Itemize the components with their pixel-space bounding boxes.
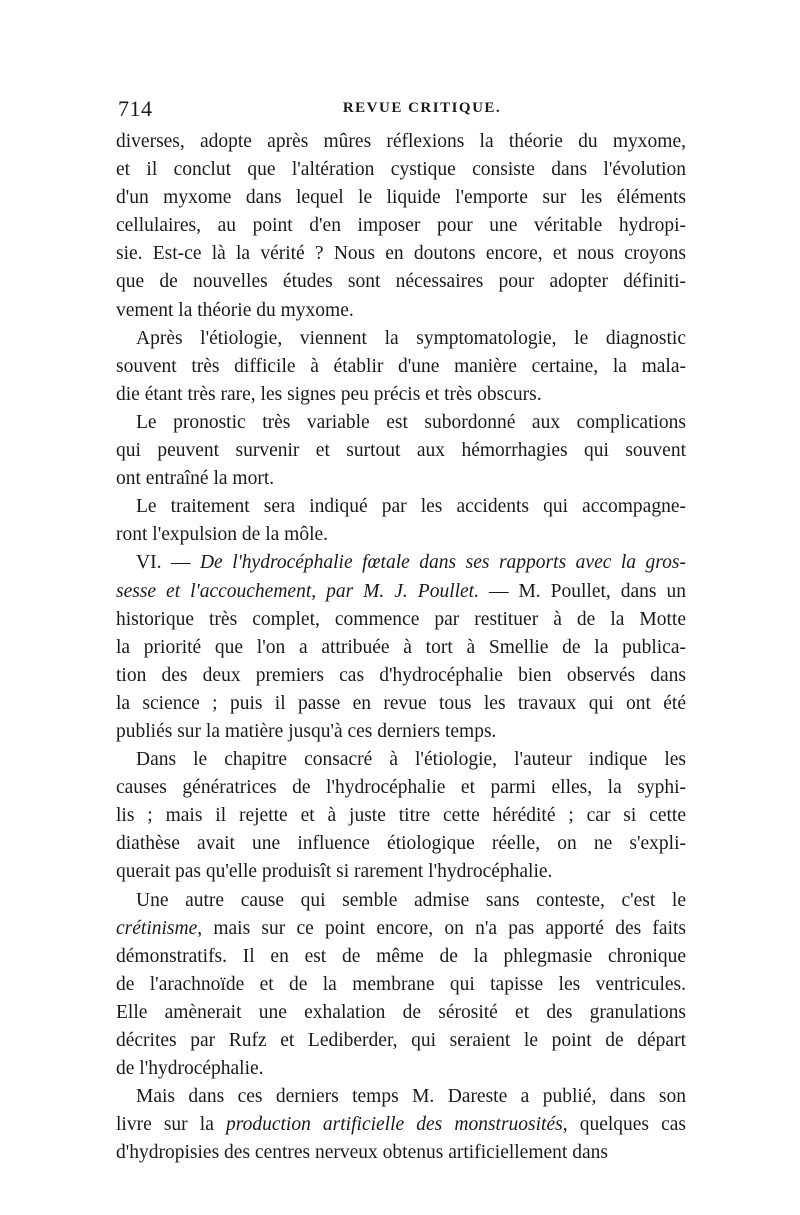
text-line xyxy=(116,774,686,802)
text-line xyxy=(116,240,686,268)
text-segment: Une autre cause qui semble admise sans conteste, c'est le xyxy=(136,889,686,911)
text-line xyxy=(116,1027,686,1055)
text-line xyxy=(116,1083,686,1111)
running-header xyxy=(118,96,686,126)
text-segment: tion des deux premiers cas d'hydrocéphalie bien observés dans xyxy=(116,664,686,686)
italic-text: sesse et l'accouchement, par M. J. Poullet. xyxy=(116,580,479,602)
text-segment: d'hydropisies des centres nerveux obtenus artificiellement dans xyxy=(116,1142,608,1164)
text-segment: publiés sur la matière jusqu'à ces derniers temps. xyxy=(116,720,497,742)
text-line xyxy=(116,802,686,830)
text-segment: , mais sur ce point encore, on n'a pas apporté des faits xyxy=(197,917,686,939)
text-line xyxy=(116,297,686,325)
text-segment: querait pas qu'elle produisît si rarement l'hydrocéphalie. xyxy=(116,861,553,883)
text-line xyxy=(116,662,686,690)
text-segment: Le pronostic très variable est subordonné aux complications xyxy=(136,411,686,433)
text-segment: die étant très rare, les signes peu précis et très obscurs. xyxy=(116,383,542,405)
text-line xyxy=(116,690,686,718)
text-segment: — M. Poullet, dans un xyxy=(478,580,686,602)
text-segment: , quelques cas xyxy=(562,1114,687,1136)
body-text xyxy=(116,128,686,1167)
text-line xyxy=(116,1111,686,1139)
italic-text: De l'hydrocéphalie fœtale dans ses rapports avec la gros- xyxy=(199,552,687,574)
text-line xyxy=(116,493,686,521)
text-segment: de l'arachnoïde et de la membrane qui tapisse les ventricules. xyxy=(116,973,686,995)
text-line xyxy=(116,634,686,662)
text-segment: et il conclut que l'altération cystique consiste dans l'évolution xyxy=(116,159,686,181)
text-line xyxy=(116,887,686,915)
text-line xyxy=(116,409,686,437)
text-line xyxy=(116,465,686,493)
text-segment: Dans le chapitre consacré à l'étiologie, l'auteur indique les xyxy=(136,749,686,771)
text-segment: Mais dans ces derniers temps M. Dareste a publié, dans son xyxy=(136,1086,686,1108)
text-line xyxy=(116,718,686,746)
text-segment: vement la théorie du myxome. xyxy=(116,299,354,321)
text-segment: Le traitement sera indiqué par les accidents qui accompagne- xyxy=(136,496,686,518)
text-line xyxy=(116,184,686,212)
text-line xyxy=(116,128,686,156)
text-line xyxy=(116,353,686,381)
text-segment: historique très complet, commence par restituer à de la Motte xyxy=(116,608,686,630)
page-number: 714 xyxy=(118,96,153,121)
text-segment: Après l'étiologie, viennent la symptomatologie, le diagnostic xyxy=(136,327,686,349)
text-segment: Elle amènerait une exhalation de sérosité et des granulations xyxy=(116,1001,686,1023)
text-line xyxy=(116,915,686,943)
text-segment: qui peuvent survenir et surtout aux hémorrhagies qui souvent xyxy=(116,440,686,462)
text-line xyxy=(116,999,686,1027)
text-line xyxy=(116,212,686,240)
running-title: REVUE CRITIQUE. xyxy=(342,100,502,116)
text-segment: livre sur la xyxy=(116,1114,226,1136)
italic-text: crétinisme xyxy=(116,917,198,939)
text-line xyxy=(116,971,686,999)
text-segment: démonstratifs. Il en est de même de la phlegmasie chronique xyxy=(116,945,686,967)
text-line xyxy=(116,381,686,409)
text-segment: ont entraîné la mort. xyxy=(116,468,275,490)
text-segment: diathèse avait une influence étiologique réelle, on ne s'expli- xyxy=(116,833,686,855)
text-line xyxy=(116,858,686,886)
text-line xyxy=(116,578,686,606)
text-line xyxy=(116,943,686,971)
text-segment: de l'hydrocéphalie. xyxy=(116,1058,264,1080)
text-line xyxy=(116,606,686,634)
text-segment: VI. — xyxy=(136,552,200,574)
text-segment: diverses, adopte après mûres réflexions la théorie du myxome, xyxy=(116,131,686,152)
text-segment: la science ; puis il passe en revue tous les travaux qui ont été xyxy=(116,692,686,714)
text-segment: que de nouvelles études sont nécessaires pour adopter définiti- xyxy=(116,271,686,293)
text-segment: décrites par Rufz et Lediberder, qui seraient le point de départ xyxy=(116,1030,686,1051)
text-line xyxy=(116,156,686,184)
text-segment: lis ; mais il rejette et à juste titre cette hérédité ; car si cette xyxy=(116,805,686,827)
text-segment: sie. Est-ce là la vérité ? Nous en doutons encore, et nous croyons xyxy=(116,243,686,265)
text-segment: ront l'expulsion de la môle. xyxy=(116,524,329,546)
text-line xyxy=(116,325,686,353)
text-segment: souvent très difficile à établir d'une manière certaine, la mala- xyxy=(116,355,686,377)
text-line xyxy=(116,746,686,774)
text-segment: causes génératrices de l'hydrocéphalie et parmi elles, la syphi- xyxy=(116,777,686,799)
text-line xyxy=(116,830,686,858)
text-line xyxy=(116,521,686,549)
text-segment: cellulaires, au point d'en imposer pour une véritable hydropi- xyxy=(116,215,686,237)
italic-text: production artificielle des monstruosités xyxy=(225,1114,563,1136)
text-line xyxy=(116,437,686,465)
text-segment: la priorité que l'on a attribuée à tort à Smellie de la publica- xyxy=(116,636,686,658)
text-line xyxy=(116,268,686,296)
text-segment: d'un myxome dans lequel le liquide l'emporte sur les éléments xyxy=(116,187,686,209)
text-line xyxy=(116,1139,686,1167)
text-line xyxy=(116,549,686,577)
text-line xyxy=(116,1055,686,1083)
